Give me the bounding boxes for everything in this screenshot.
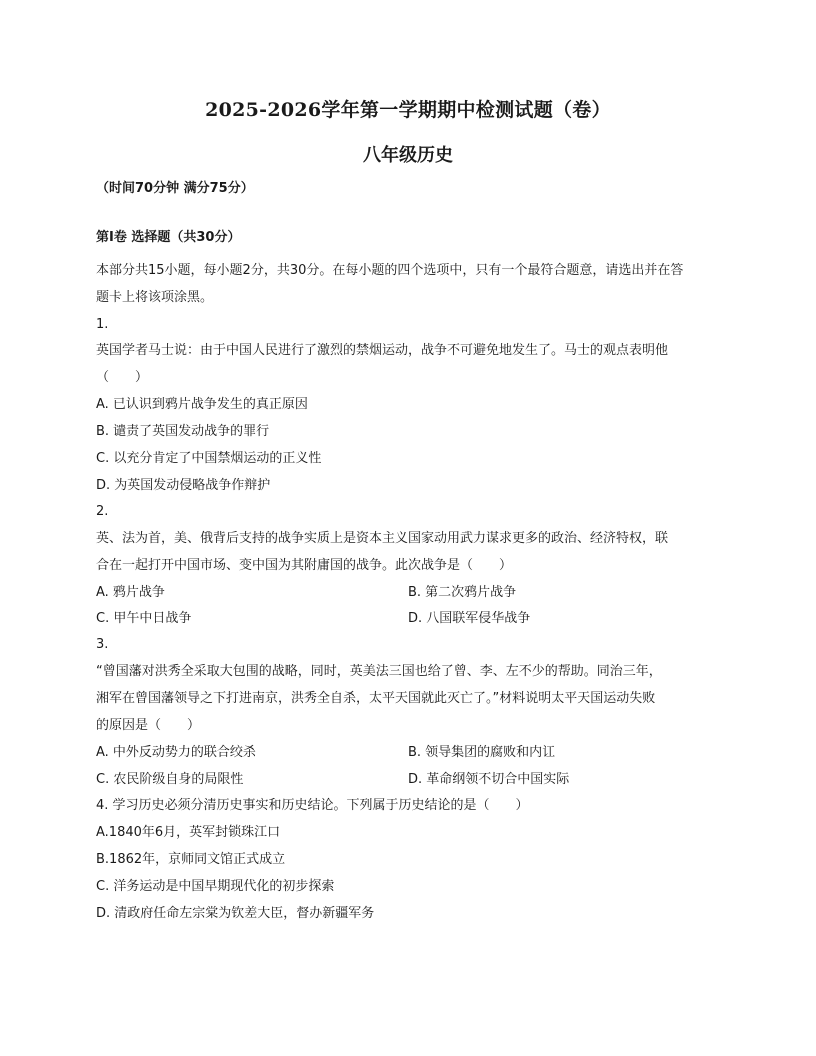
question-1-option-a: A. 已认识到鸦片战争发生的真正原因 — [96, 397, 308, 412]
question-1-number: 1. — [96, 317, 109, 332]
exam-subtitle: 八年级历史 — [363, 145, 453, 166]
question-2-number: 2. — [96, 504, 109, 519]
section-heading: 第Ⅰ卷 选择题（共30分） — [96, 230, 241, 245]
question-3-option-c: C. 农民阶级自身的局限性 — [96, 772, 244, 787]
question-2-stem-line-1: 英、法为首，美、俄背后支持的战争实质上是资本主义国家动用武力谋求更多的政治、经济特权，联 — [96, 531, 669, 546]
question-2-option-c: C. 甲午中日战争 — [96, 611, 192, 626]
question-4-option-c: C. 洋务运动是中国早期现代化的初步探索 — [96, 879, 335, 894]
question-3-number: 3. — [96, 637, 109, 652]
exam-title: 2025-2026学年第一学期期中检测试题（卷） — [205, 99, 611, 121]
question-3-stem-line-2: 湘军在曾国藩领导之下打进南京，洪秀全自杀，太平天国就此灭亡了。”材料说明太平天国运动失败 — [96, 691, 656, 706]
question-2-option-a: A. 鸦片战争 — [96, 585, 165, 600]
instructions-line-1: 本部分共15小题，每小题2分，共30分。在每小题的四个选项中，只有一个最符合题意，请选出并在答 — [96, 263, 684, 278]
question-2-option-d: D. 八国联军侵华战争 — [408, 611, 531, 626]
question-3-option-d: D. 革命纲领不切合中国实际 — [408, 772, 570, 787]
question-1-option-b: B. 谴责了英国发动战争的罪行 — [96, 424, 270, 439]
question-4-option-b: B.1862年，京师同文馆正式成立 — [96, 852, 286, 867]
question-1-stem-line-2: （ ） — [96, 370, 149, 385]
question-4-stem: 4. 学习历史必须分清历史事实和历史结论。下列属于历史结论的是（ ） — [96, 798, 529, 813]
question-3-stem-line-3: 的原因是（ ） — [96, 718, 201, 733]
question-4-option-a: A.1840年6月，英军封锁珠江口 — [96, 825, 281, 840]
question-1-stem-line-1: 英国学者马士说：由于中国人民进行了激烈的禁烟运动，战争不可避免地发生了。马士的观点表明他 — [96, 343, 669, 358]
question-2-stem-line-2: 合在一起打开中国市场、变中国为其附庸国的战争。此次战争是（ ） — [96, 558, 513, 573]
question-1-option-d: D. 为英国发动侵略战争作辩护 — [96, 478, 271, 493]
question-3-option-b: B. 领导集团的腐败和内讧 — [408, 745, 556, 760]
question-3-stem-line-1: “曾国藩对洪秀全采取大包围的战略，同时，英美法三国也给了曾、李、左不少的帮助。同治三年， — [96, 664, 662, 679]
question-3-option-a: A. 中外反动势力的联合绞杀 — [96, 745, 256, 760]
question-4-option-d: D. 清政府任命左宗棠为钦差大臣，督办新疆军务 — [96, 906, 375, 921]
question-2-option-b: B. 第二次鸦片战争 — [408, 585, 517, 600]
instructions-line-2: 题卡上将该项涂黑。 — [96, 290, 214, 305]
time-score-note: （时间70分钟 满分75分） — [96, 181, 254, 196]
question-1-option-c: C. 以充分肯定了中国禁烟运动的正义性 — [96, 451, 322, 466]
